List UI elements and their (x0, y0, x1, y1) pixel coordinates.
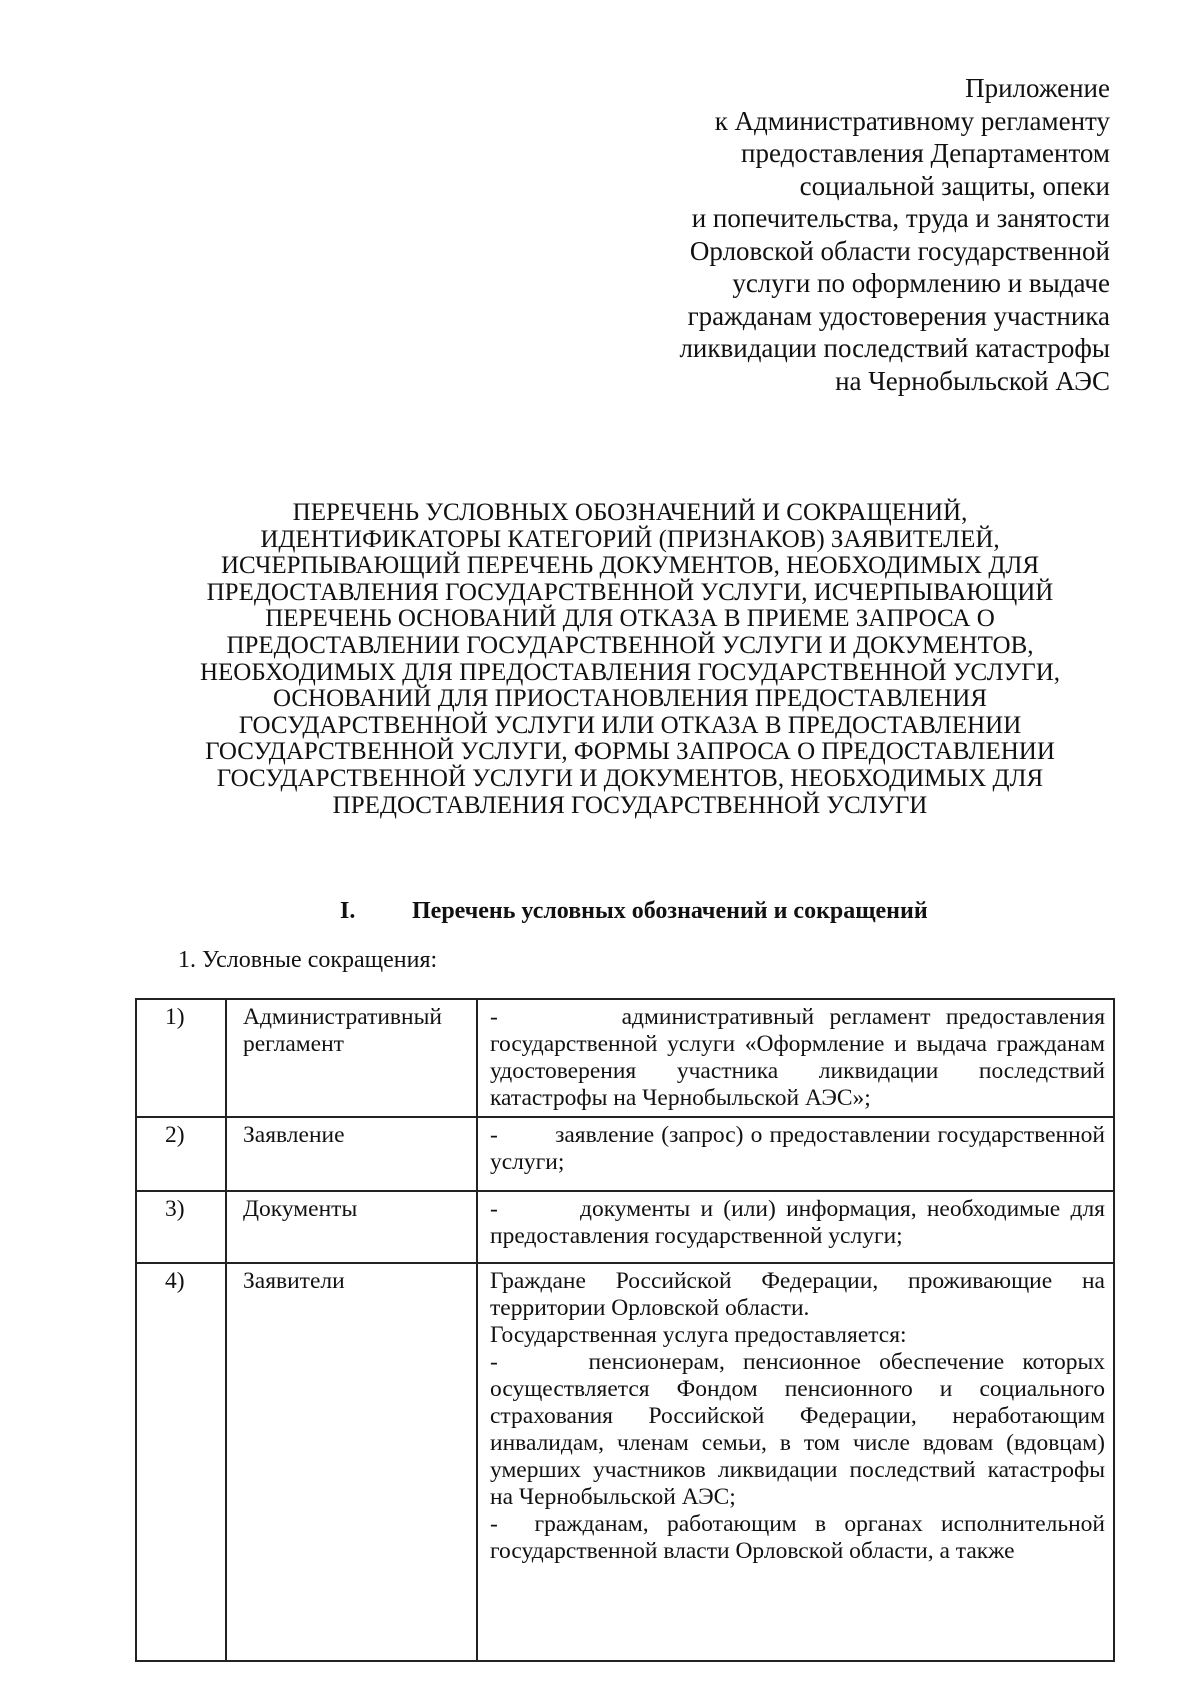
appendix-line: гражданам удостоверения участника (687, 300, 1110, 331)
row-number: 3) (136, 1191, 226, 1263)
definition-paragraph: - гражданам, работающим в органах исполнительной государственной власти Орловской области, а также (490, 1511, 1105, 1564)
caption-line: ПРЕДОСТАВЛЕНИЯ ГОСУДАРСТВЕННОЙ УСЛУГИ (332, 791, 928, 819)
appendix-line: и попечительства, труда и занятости (691, 203, 1110, 233)
definition-paragraph: Граждане Российской Федерации, проживающие на территории Орловской области. (490, 1268, 1105, 1321)
row-number: 2) (136, 1117, 226, 1191)
caption-line: ИСЧЕРПЫВАЮЩИЙ ПЕРЕЧЕНЬ ДОКУМЕНТОВ, НЕОБХОДИМЫХ ДЛЯ (220, 552, 1040, 580)
appendix-line: к Административному регламенту (714, 105, 1110, 136)
caption-line: НЕОБХОДИМЫХ ДЛЯ ПРЕДОСТАВЛЕНИЯ ГОСУДАРСТВЕННОЙ УСЛУГИ, (199, 658, 1060, 686)
row-definition (477, 1191, 1114, 1263)
row-definition (477, 1263, 1114, 1661)
table-row (136, 1191, 1114, 1263)
appendix-line: Орловской области государственной (689, 235, 1110, 266)
table-row (136, 1117, 1114, 1191)
caption-line: ПРЕДОСТАВЛЕНИЯ ГОСУДАРСТВЕННОЙ УСЛУГИ, ИСЧЕРПЫВАЮЩИЙ (206, 578, 1054, 606)
appendix-header (590, 72, 1110, 397)
document-caption (190, 500, 1070, 819)
row-term: Заявители (226, 1263, 477, 1661)
appendix-line: Приложение (965, 73, 1110, 103)
caption-line: ПЕРЕЧЕНЬ УСЛОВНЫХ ОБОЗНАЧЕНИЙ И СОКРАЩЕНИЙ, (292, 499, 968, 526)
caption-line: ИДЕНТИФИКАТОРЫ КАТЕГОРИЙ (ПРИЗНАКОВ) ЗАЯВИТЕЛЕЙ, (260, 525, 1000, 553)
caption-line: ГОСУДАРСТВЕННОЙ УСЛУГИ, ФОРМЫ ЗАПРОСА О ПРЕДОСТАВЛЕНИИ (205, 738, 1055, 766)
row-number: 1) (136, 999, 226, 1117)
row-number: 4) (136, 1263, 226, 1661)
appendix-line: предоставления Департаментом (741, 138, 1110, 168)
caption-line: ГОСУДАРСТВЕННОЙ УСЛУГИ ИЛИ ОТКАЗА В ПРЕДОСТАВЛЕНИИ (238, 711, 1022, 739)
caption-line: ПРЕДОСТАВЛЕНИИ ГОСУДАРСТВЕННОЙ УСЛУГИ И ДОКУМЕНТОВ, (226, 631, 1034, 659)
row-term: Административный регламент (226, 999, 477, 1117)
definition-paragraph: - административный регламент предоставления государственной услуги «Оформление и выдача гражданам удостоверения участника ликвидации последствий катастрофы на Чернобыльской АЭС»; (490, 1004, 1105, 1111)
table-row (136, 1263, 1114, 1661)
table-row (136, 999, 1114, 1117)
row-term: Документы (226, 1191, 477, 1263)
appendix-line: на Чернобыльской АЭС (835, 365, 1110, 396)
section-title: Перечень условных обозначений и сокращений (412, 898, 928, 924)
row-term: Заявление (226, 1117, 477, 1191)
definition-paragraph: - документы и (или) информация, необходимые для предоставления государственной услуги; (490, 1196, 1105, 1249)
caption-line: ПЕРЕЧЕНЬ ОСНОВАНИЙ ДЛЯ ОТКАЗА В ПРИЕМЕ ЗАПРОСА О (265, 605, 995, 633)
row-definition (477, 999, 1114, 1117)
section-number: I. (340, 898, 356, 924)
caption-line: ГОСУДАРСТВЕННОЙ УСЛУГИ И ДОКУМЕНТОВ, НЕОБХОДИМЫХ ДЛЯ (216, 764, 1044, 792)
appendix-line: социальной защиты, опеки (799, 170, 1110, 201)
intro-text: 1. Условные сокращения: (178, 947, 438, 973)
caption-line: ОСНОВАНИЙ ДЛЯ ПРИОСТАНОВЛЕНИЯ ПРЕДОСТАВЛЕНИЯ (273, 685, 987, 713)
abbreviations-table (135, 998, 1115, 1662)
appendix-line: ликвидации последствий катастрофы (679, 333, 1110, 363)
appendix-line: услуги по оформлению и выдаче (732, 268, 1110, 298)
definition-paragraph: Государственная услуга предоставляется: (490, 1322, 907, 1348)
definition-paragraph: - заявление (запрос) о предоставлении государственной услуги; (490, 1122, 1105, 1175)
row-definition (477, 1117, 1114, 1191)
definition-paragraph: - пенсионерам, пенсионное обеспечение которых осуществляется Фондом пенсионного и социального страхования Российской Федерации, неработающим инвалидам, членам семьи, в том числе вдовам (вдовцам) умерших участников ликвидации последствий катастрофы на Чернобыльской АЭС; (490, 1349, 1105, 1510)
